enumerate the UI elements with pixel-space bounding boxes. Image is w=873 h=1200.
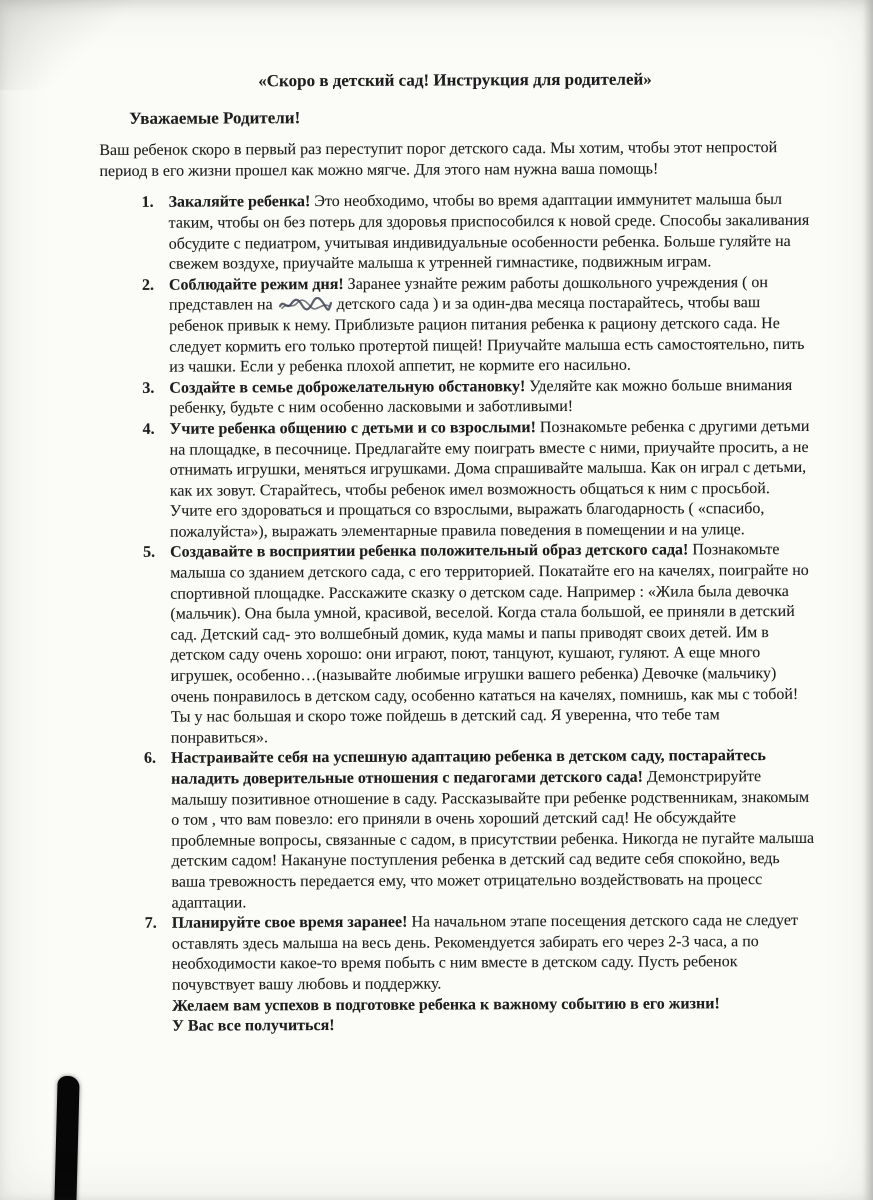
ink-scribble [278,297,332,312]
document-content [99,69,815,1038]
list-item-lead: Настраивайте себя на успешную адаптацию ребенка в детском саду, постарайтесь наладить доверительные отношения с педагогами детского сада! [170,747,766,788]
list-item-text: Настраивайте себя на успешную адаптацию ребенка в детском саду, постарайтесь наладить доверительные отношения с педагогами детского сада! Демонстрируйте малышу позитивное отношение в саду. Рассказывайте при ребенке родственникам, знакомым о том , что вам повезло: его приняли в очень хороший детский сад! Не обсуждайте проблемные вопросы, связанные с садом, в присутствии ребенка. Никогда не пугайте малыша детским садом! Накануне поступления ребенка в детский сад ведите себя спокойно, ведь ваша тревожность передается ему, что может отрицательно воздействовать на процесс адаптации. [170,747,815,912]
list-item-number: 5. [143,544,156,562]
intro-paragraph: Ваш ребенок скоро в первый раз переступит порог детского сада. Мы хотим, чтобы этот непростой период в его жизни прошел как можно мягче. Для этого нам нужна ваша помощь! [99,139,778,180]
list-item [101,417,814,544]
list-item-text: Закаляйте ребенка! Это необходимо, чтобы во время адаптации иммунитет малыша был таким, чтобы он без потерь для здоровья приспособился к новой среде. Способы закаливания обсудите с педиатром, учитывая индивидуальные особенности ребенка. Больше гуляйте на свежем воздухе, приучайте малыша к утренней гимнастике, подвижным играм. [168,191,810,273]
list-item [101,540,814,749]
greeting-heading: Уважаемые Родители! [129,107,301,128]
list-item [100,190,812,275]
list-item-text: Соблюдайте режим дня! Заранее узнайте режим работы дошкольного учреждения ( он представлен на детского сада ) и за один-два месяца постарайтесь, чтобы ваш ребенок привык к нему. Приблизьте рацион питания ребенка к рациону детского сада. Не следует кормить его только протертой пищей! Приучайте малыша есть самостоятельно, пить из чашки. Если у ребенка плохой аппетит, не кормите его насильно. [168,273,805,376]
list-item-lead: Создайте в семье доброжелательную обстановку! [169,377,526,397]
list-item-number: 1. [141,194,154,212]
closing-line: Желаем вам успехов в подготовке ребенка к важному событию в его жизни! [172,994,720,1015]
scan-ink-bar-artifact [54,1076,79,1200]
list-item-text: Учите ребенка общению с детьми и со взрослыми! Познакомьте ребенка с другими детьми на площадке, в песочнице. Предлагайте ему поиграть вместе с ними, приучайте просить, а не отнимать игрушки, меняться игрушками. Дома спрашивайте малыша. Как он играл с детьми, как их зовут. Старайтесь, чтобы ребенок имел возможность общаться к ним с просьбой. Учите его здороваться и прощаться со взрослыми, выражать благодарность ( «спасибо, пожалуйста»), выражать элементарные правила поведения в помещении и на улице. [169,417,810,541]
list-item-lead: Учите ребенка общению с детьми и со взрослыми! [169,419,536,438]
list-item-lead: Создавайте в восприятии ребенка положительный образ детского сада! [170,541,689,562]
list-item-number: 4. [142,420,155,438]
list-item-text: Создавайте в восприятии ребенка положительный образ детского сада! Познакомьте малыша со зданием детского сада, с его территорией. Покатайте его на качелях, поиграйте но спортивной площадке. Расскажите сказку о детском саде. Например : «Жила была девочка (мальчик). Она была умной, красивой, веселой. Когда стала большой, ее приняли в детский сад. Детский сад- это волшебный домик, куда мамы и папы приводят своих детей. Им в детском саду очень хорошо: они играют, поют, танцуют, кушают, гуляют. А еще много игрушек, особенно…(называйте любимые игрушки вашего ребенка) Девочке (мальчику) очень понравилось в детском саду, особенно кататься на качелях, помнишь, как мы с тобой! Ты у нас большая и скоро тоже пойдешь в детский сад. Я уверенна, что тебе там понравиться». [170,541,809,747]
list-item-lead: Закаляйте ребенка! [168,193,311,212]
list-item [102,746,815,914]
document-title: «Скоро в детский сад! Инструкция для родителей» [258,69,652,91]
list-item-text: Планируйте свое время заранее! На начальном этапе посещения детского сада не следует оставлять здесь малыша на весь день. Рекомендуется забирать его через 2-3 часа, а по необходимости какое-то время побыть с ним вместе в детском саду. Пусть ребенок почувствует вашу любовь и поддержку. [171,912,798,994]
closing-block [172,993,815,1037]
list-item [103,911,815,996]
scan-right-edge-shadow [863,0,873,1200]
instruction-list [100,190,815,996]
list-item-text: Создайте в семье доброжелательную обстановку! Уделяйте как можно больше внимания ребенку, будьте с ним особенно ласковыми и заботливыми! [169,376,793,418]
list-item-number: 6. [143,750,157,768]
list-item-lead: Планируйте свое время заранее! [171,913,408,932]
list-item-number: 2. [141,276,154,294]
list-item [100,376,812,420]
closing-line: У Вас все получиться! [172,1017,335,1035]
list-item-number: 7. [144,914,157,932]
list-item-lead: Соблюдайте режим дня! [168,275,344,294]
list-item [100,273,812,379]
list-item-number: 3. [142,379,155,397]
